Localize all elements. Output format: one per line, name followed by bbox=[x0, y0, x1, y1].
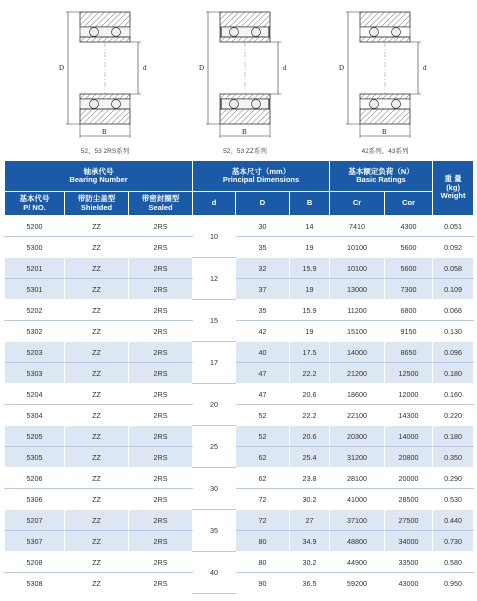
cell-outer-d: 52 bbox=[236, 405, 290, 426]
cell-weight: 0.066 bbox=[433, 300, 474, 321]
table-row bbox=[5, 447, 474, 468]
cell-outer-d: 32 bbox=[236, 258, 290, 279]
header-principal-dimensions-en: Principal Dimensions bbox=[222, 175, 300, 184]
bearing-spec-table bbox=[4, 160, 474, 594]
cell-p-no: 5203 bbox=[5, 342, 65, 363]
cell-bore-d: 35 bbox=[193, 510, 236, 552]
cell-sealed: 2RS bbox=[129, 216, 193, 237]
cell-width-b: 15.9 bbox=[290, 300, 330, 321]
header-shielded bbox=[65, 192, 129, 216]
cell-sealed: 2RS bbox=[129, 258, 193, 279]
cell-outer-d: 72 bbox=[236, 489, 290, 510]
table-row bbox=[5, 321, 474, 342]
cell-weight: 0.290 bbox=[433, 468, 474, 489]
cell-cr: 10100 bbox=[330, 258, 385, 279]
header-weight-cn: 重 量 bbox=[444, 174, 462, 184]
table-row bbox=[5, 300, 474, 321]
cell-cor: 27500 bbox=[385, 510, 433, 531]
cell-weight: 0.130 bbox=[433, 321, 474, 342]
cell-width-b: 30.2 bbox=[290, 552, 330, 573]
caption-2rs-series: 52、53 2RS系列 bbox=[80, 148, 130, 155]
header-bore-d: d bbox=[193, 192, 236, 216]
cell-cor: 33500 bbox=[385, 552, 433, 573]
cell-cor: 7300 bbox=[385, 279, 433, 300]
cell-bore-d: 40 bbox=[193, 552, 236, 594]
header-cor: Cor bbox=[385, 192, 433, 216]
cell-bore-d: 15 bbox=[193, 300, 236, 342]
dim-label-outer-diameter: D bbox=[199, 64, 205, 72]
cell-cr: 18600 bbox=[330, 384, 385, 405]
cell-p-no: 5208 bbox=[5, 552, 65, 573]
cell-weight: 0.109 bbox=[433, 279, 474, 300]
cell-outer-d: 90 bbox=[236, 573, 290, 594]
cell-cor: 43000 bbox=[385, 573, 433, 594]
cell-p-no: 5303 bbox=[5, 363, 65, 384]
caption-zz-series: 52、53 ZZ系列 bbox=[223, 148, 267, 155]
table-row bbox=[5, 384, 474, 405]
cell-shielded: ZZ bbox=[65, 321, 129, 342]
cell-cr: 37100 bbox=[330, 510, 385, 531]
cell-p-no: 5308 bbox=[5, 573, 65, 594]
cell-cr: 10100 bbox=[330, 237, 385, 258]
cell-shielded: ZZ bbox=[65, 300, 129, 321]
cell-p-no: 5204 bbox=[5, 384, 65, 405]
cell-width-b: 23.8 bbox=[290, 468, 330, 489]
cell-shielded: ZZ bbox=[65, 468, 129, 489]
header-sealed-en: Sealed bbox=[148, 202, 173, 212]
cell-sealed: 2RS bbox=[129, 468, 193, 489]
table-row bbox=[5, 531, 474, 552]
cell-cor: 12500 bbox=[385, 363, 433, 384]
cell-shielded: ZZ bbox=[65, 258, 129, 279]
header-outer-d: D bbox=[236, 192, 290, 216]
cell-width-b: 14 bbox=[290, 216, 330, 237]
header-basic-ratings bbox=[330, 161, 433, 192]
header-shielded-cn: 带防尘盖型 bbox=[77, 194, 116, 203]
cell-p-no: 5302 bbox=[5, 321, 65, 342]
cell-weight: 0.051 bbox=[433, 216, 474, 237]
cell-outer-d: 35 bbox=[236, 237, 290, 258]
table-row bbox=[5, 258, 474, 279]
cell-shielded: ZZ bbox=[65, 573, 129, 594]
cell-cr: 7410 bbox=[330, 216, 385, 237]
cell-sealed: 2RS bbox=[129, 489, 193, 510]
cell-cr: 48800 bbox=[330, 531, 385, 552]
bearing-diagram-42-43 bbox=[330, 4, 440, 142]
cell-cr: 22100 bbox=[330, 405, 385, 426]
cell-cr: 59200 bbox=[330, 573, 385, 594]
cell-cr: 11200 bbox=[330, 300, 385, 321]
header-basic-ratings-en: Basic Ratings bbox=[356, 175, 406, 184]
cell-weight: 0.160 bbox=[433, 384, 474, 405]
cell-sealed: 2RS bbox=[129, 447, 193, 468]
cell-width-b: 17.5 bbox=[290, 342, 330, 363]
table-row bbox=[5, 552, 474, 573]
cell-p-no: 5301 bbox=[5, 279, 65, 300]
cell-outer-d: 47 bbox=[236, 384, 290, 405]
cell-shielded: ZZ bbox=[65, 237, 129, 258]
cell-shielded: ZZ bbox=[65, 447, 129, 468]
cell-weight: 0.096 bbox=[433, 342, 474, 363]
cell-sealed: 2RS bbox=[129, 573, 193, 594]
cell-width-b: 22.2 bbox=[290, 405, 330, 426]
bearing-diagram-zz bbox=[190, 4, 300, 142]
cell-p-no: 5201 bbox=[5, 258, 65, 279]
cell-cr: 31200 bbox=[330, 447, 385, 468]
header-weight-en: Weight bbox=[440, 191, 466, 201]
cell-width-b: 20.6 bbox=[290, 384, 330, 405]
table-row bbox=[5, 489, 474, 510]
cell-shielded: ZZ bbox=[65, 405, 129, 426]
cell-width-b: 36.5 bbox=[290, 573, 330, 594]
header-weight bbox=[433, 161, 474, 216]
dim-label-width: B bbox=[102, 128, 107, 136]
cell-p-no: 5205 bbox=[5, 426, 65, 447]
cell-width-b: 19 bbox=[290, 321, 330, 342]
cell-sealed: 2RS bbox=[129, 321, 193, 342]
cell-cor: 20000 bbox=[385, 468, 433, 489]
cell-sealed: 2RS bbox=[129, 426, 193, 447]
cell-cr: 13000 bbox=[330, 279, 385, 300]
cell-bore-d: 25 bbox=[193, 426, 236, 468]
header-shielded-en: Shielded bbox=[80, 202, 113, 212]
cell-p-no: 5304 bbox=[5, 405, 65, 426]
table-row bbox=[5, 468, 474, 489]
cell-width-b: 25.4 bbox=[290, 447, 330, 468]
cell-sealed: 2RS bbox=[129, 279, 193, 300]
cell-shielded: ZZ bbox=[65, 279, 129, 300]
header-p-no-cn: 基本代号 bbox=[19, 194, 50, 203]
cell-outer-d: 35 bbox=[236, 300, 290, 321]
cell-cor: 5600 bbox=[385, 237, 433, 258]
cell-cor: 20800 bbox=[385, 447, 433, 468]
header-principal-dimensions bbox=[193, 161, 330, 192]
header-bearing-number-en: Bearing Number bbox=[69, 175, 128, 184]
cell-shielded: ZZ bbox=[65, 510, 129, 531]
cell-cr: 20300 bbox=[330, 426, 385, 447]
cell-shielded: ZZ bbox=[65, 384, 129, 405]
cell-width-b: 34.9 bbox=[290, 531, 330, 552]
header-sealed bbox=[129, 192, 193, 216]
cell-sealed: 2RS bbox=[129, 342, 193, 363]
dim-label-width: B bbox=[382, 128, 387, 136]
cell-width-b: 19 bbox=[290, 279, 330, 300]
cell-outer-d: 42 bbox=[236, 321, 290, 342]
dim-label-outer-diameter: D bbox=[59, 64, 65, 72]
cell-bore-d: 30 bbox=[193, 468, 236, 510]
cell-cor: 34000 bbox=[385, 531, 433, 552]
cell-p-no: 5202 bbox=[5, 300, 65, 321]
header-principal-dimensions-cn: 基本尺寸（mm） bbox=[231, 166, 291, 176]
cell-bore-d: 12 bbox=[193, 258, 236, 300]
cell-width-b: 19 bbox=[290, 237, 330, 258]
header-bearing-number-cn: 轴承代号 bbox=[83, 166, 114, 176]
cell-shielded: ZZ bbox=[65, 363, 129, 384]
cell-width-b: 27 bbox=[290, 510, 330, 531]
header-weight-unit: (kg) bbox=[446, 182, 460, 192]
cell-width-b: 15.9 bbox=[290, 258, 330, 279]
table-row bbox=[5, 237, 474, 258]
cell-width-b: 22.2 bbox=[290, 363, 330, 384]
dim-label-outer-diameter: D bbox=[339, 64, 345, 72]
cell-outer-d: 47 bbox=[236, 363, 290, 384]
table-row bbox=[5, 573, 474, 594]
cell-sealed: 2RS bbox=[129, 510, 193, 531]
caption-42-43-series: 42系列、43系列 bbox=[361, 148, 409, 155]
cell-outer-d: 37 bbox=[236, 279, 290, 300]
cell-cr: 44900 bbox=[330, 552, 385, 573]
cell-cor: 14000 bbox=[385, 426, 433, 447]
cell-cor: 14300 bbox=[385, 405, 433, 426]
bearing-diagram-2rs bbox=[50, 4, 160, 142]
table-row bbox=[5, 216, 474, 237]
cell-weight: 0.950 bbox=[433, 573, 474, 594]
cell-shielded: ZZ bbox=[65, 216, 129, 237]
bearing-diagrams bbox=[0, 0, 477, 160]
cell-weight: 0.530 bbox=[433, 489, 474, 510]
dim-label-bore: d bbox=[283, 64, 287, 72]
cell-p-no: 5307 bbox=[5, 531, 65, 552]
cell-p-no: 5300 bbox=[5, 237, 65, 258]
cell-weight: 0.730 bbox=[433, 531, 474, 552]
cell-shielded: ZZ bbox=[65, 426, 129, 447]
cell-sealed: 2RS bbox=[129, 363, 193, 384]
cell-sealed: 2RS bbox=[129, 384, 193, 405]
cell-p-no: 5206 bbox=[5, 468, 65, 489]
cell-weight: 0.220 bbox=[433, 405, 474, 426]
cell-width-b: 20.6 bbox=[290, 426, 330, 447]
cell-cor: 4300 bbox=[385, 216, 433, 237]
cell-p-no: 5207 bbox=[5, 510, 65, 531]
cell-p-no: 5200 bbox=[5, 216, 65, 237]
cell-outer-d: 52 bbox=[236, 426, 290, 447]
cell-sealed: 2RS bbox=[129, 405, 193, 426]
table-row bbox=[5, 342, 474, 363]
header-bearing-number bbox=[5, 161, 193, 192]
table-row bbox=[5, 426, 474, 447]
cell-bore-d: 17 bbox=[193, 342, 236, 384]
cell-weight: 0.180 bbox=[433, 363, 474, 384]
cell-cor: 9150 bbox=[385, 321, 433, 342]
cell-cr: 41000 bbox=[330, 489, 385, 510]
cell-cor: 28500 bbox=[385, 489, 433, 510]
cell-cr: 14000 bbox=[330, 342, 385, 363]
cell-weight: 0.058 bbox=[433, 258, 474, 279]
cell-weight: 0.350 bbox=[433, 447, 474, 468]
table-row bbox=[5, 279, 474, 300]
cell-cr: 15100 bbox=[330, 321, 385, 342]
cell-cr: 21200 bbox=[330, 363, 385, 384]
cell-sealed: 2RS bbox=[129, 531, 193, 552]
cell-sealed: 2RS bbox=[129, 300, 193, 321]
cell-outer-d: 40 bbox=[236, 342, 290, 363]
table-row bbox=[5, 405, 474, 426]
cell-outer-d: 62 bbox=[236, 468, 290, 489]
cell-outer-d: 80 bbox=[236, 552, 290, 573]
cell-cor: 5600 bbox=[385, 258, 433, 279]
table-row bbox=[5, 363, 474, 384]
dim-label-bore: d bbox=[143, 64, 147, 72]
cell-outer-d: 80 bbox=[236, 531, 290, 552]
cell-cor: 12000 bbox=[385, 384, 433, 405]
header-width-b: B bbox=[290, 192, 330, 216]
cell-weight: 0.180 bbox=[433, 426, 474, 447]
cell-cr: 28100 bbox=[330, 468, 385, 489]
cell-shielded: ZZ bbox=[65, 342, 129, 363]
header-cr: Cr bbox=[330, 192, 385, 216]
cell-shielded: ZZ bbox=[65, 531, 129, 552]
dim-label-width: B bbox=[242, 128, 247, 136]
cell-bore-d: 20 bbox=[193, 384, 236, 426]
table-body bbox=[5, 216, 474, 594]
cell-shielded: ZZ bbox=[65, 489, 129, 510]
cell-p-no: 5305 bbox=[5, 447, 65, 468]
cell-sealed: 2RS bbox=[129, 552, 193, 573]
cell-weight: 0.440 bbox=[433, 510, 474, 531]
header-p-no bbox=[5, 192, 65, 216]
cell-cor: 6800 bbox=[385, 300, 433, 321]
table-row bbox=[5, 510, 474, 531]
cell-width-b: 30.2 bbox=[290, 489, 330, 510]
cell-p-no: 5306 bbox=[5, 489, 65, 510]
cell-bore-d: 10 bbox=[193, 216, 236, 258]
cell-outer-d: 62 bbox=[236, 447, 290, 468]
cell-weight: 0.092 bbox=[433, 237, 474, 258]
cell-weight: 0.580 bbox=[433, 552, 474, 573]
header-p-no-en: P/ NO. bbox=[23, 202, 46, 212]
header-basic-ratings-cn: 基本额定负荷（N） bbox=[348, 166, 414, 176]
cell-shielded: ZZ bbox=[65, 552, 129, 573]
cell-sealed: 2RS bbox=[129, 237, 193, 258]
header-sealed-cn: 带密封圈型 bbox=[141, 194, 180, 203]
cell-outer-d: 30 bbox=[236, 216, 290, 237]
cell-outer-d: 72 bbox=[236, 510, 290, 531]
cell-cor: 8650 bbox=[385, 342, 433, 363]
dim-label-bore: d bbox=[423, 64, 427, 72]
